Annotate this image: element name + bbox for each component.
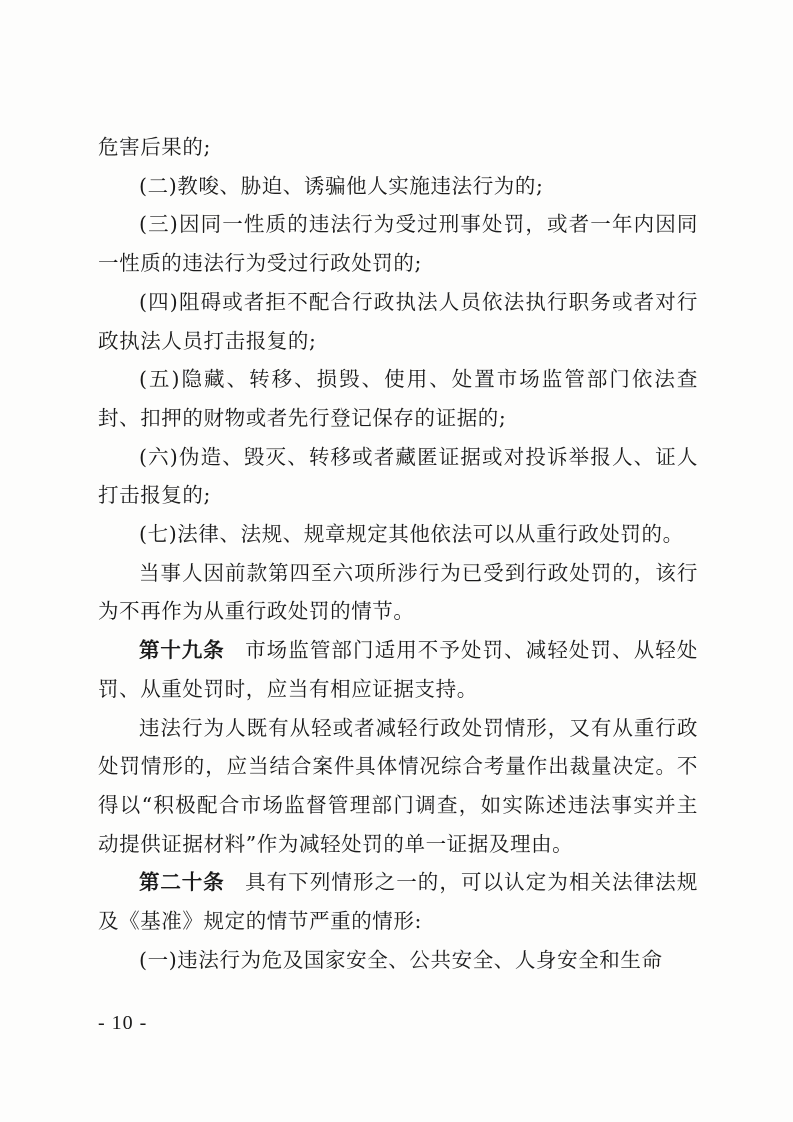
- article-19-heading: 第十九条: [139, 638, 225, 663]
- article-20-text: 具有下列情形之一的，可以认定为相关法律法规及《基准》规定的情节严重的情形:: [98, 870, 698, 934]
- paragraph-continuation: 危害后果的;: [98, 135, 212, 159]
- article-19-text: 市场监管部门适用不予处罚、减轻处罚、从轻处罚、从重处罚时，应当有相应证据支持。: [98, 638, 698, 701]
- paragraph-item-4: (四)阻碍或者拒不配合行政执法人员依法执行职务或者对行政执法人员打击报复的;: [98, 289, 698, 353]
- paragraph-item-5: (五)隐藏、转移、损毁、使用、处置市场监管部门依法查封、扣押的财物或者先行登记保存的证据的;: [98, 367, 698, 430]
- page-number: - 10 -: [98, 1012, 148, 1034]
- paragraph-item-2: (二)教唆、胁迫、诱骗他人实施违法行为的;: [139, 173, 544, 198]
- article-20: [98, 863, 698, 940]
- paragraph-item-1-serious: (一)违法行为危及国家安全、公共安全、人身安全和生命: [139, 947, 663, 972]
- paragraph-mixed-circumstances: 违法行为人既有从轻或者减轻行政处罚情形，又有从重行政处罚情形的，应当结合案件具体情况综合考量作出裁量决定。不得以“积极配合市场监督管理部门调查，如实陈述违法事实并主动提供证据材料”作为减轻处罚的单一证据及理由。: [98, 715, 698, 856]
- paragraph-item-7: (七)法律、法规、规章规定其他依法可以从重行政处罚的。: [139, 522, 684, 547]
- article-20-heading: 第二十条: [139, 870, 225, 895]
- paragraph-prior-penalty-note: 当事人因前款第四至六项所涉行为已受到行政处罚的，该行为不再作为从重行政处罚的情节。: [98, 560, 698, 624]
- article-19: [98, 631, 698, 708]
- paragraph-item-3: (三)因同一性质的违法行为受过刑事处罚，或者一年内因同一性质的违法行为受过行政处罚的;: [98, 212, 698, 276]
- paragraph-item-6: (六)伪造、毁灭、转移或者藏匿证据或对投诉举报人、证人打击报复的;: [98, 444, 698, 508]
- document-body: [98, 128, 698, 979]
